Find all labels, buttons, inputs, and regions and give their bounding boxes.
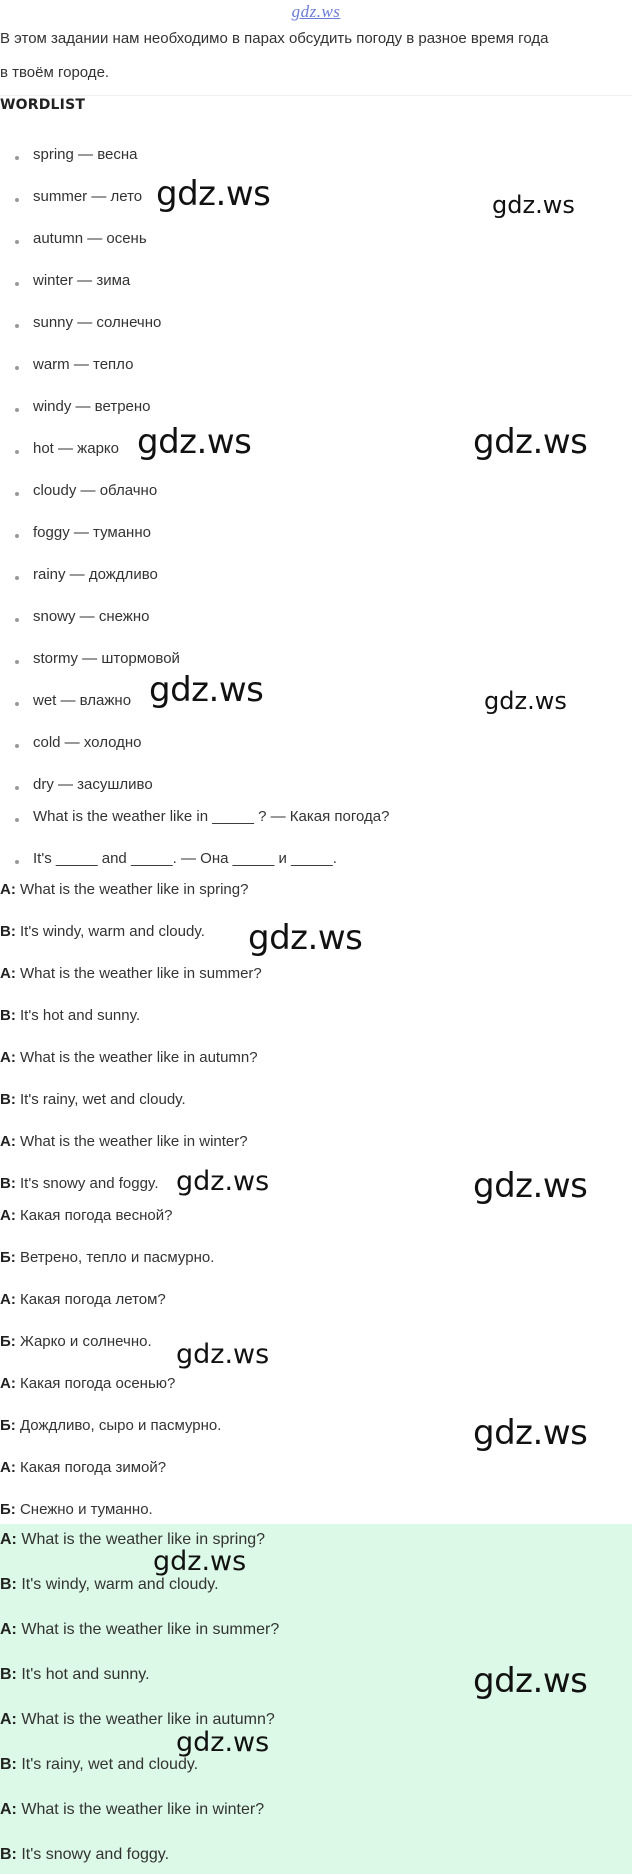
bullet-icon — [15, 818, 19, 822]
dialogue-text: It's rainy, wet and cloudy. — [15, 1091, 186, 1108]
list-item: rainy — дождливо — [33, 566, 158, 583]
dialogue-line — [0, 1249, 214, 1266]
dialogue-text: What is the weather like in winter? — [15, 1133, 248, 1150]
speaker-label: A: — [0, 965, 16, 982]
list-item: foggy — туманно — [33, 524, 151, 541]
dialogue-text: What is the weather like in autumn? — [15, 1049, 258, 1066]
dialogue-line — [0, 1207, 172, 1224]
divider — [0, 95, 632, 96]
dialogue-text: It's hot and sunny. — [16, 1666, 150, 1683]
bullet-icon — [15, 408, 19, 412]
list-item: stormy — штормовой — [33, 650, 180, 667]
list-item: sunny — солнечно — [33, 314, 162, 331]
speaker-label: B: — [0, 1756, 17, 1773]
speaker-label: А: — [0, 1207, 16, 1224]
speaker-label: Б: — [0, 1249, 16, 1266]
bullet-icon — [15, 156, 19, 160]
dialogue-text: What is the weather like in autumn? — [16, 1711, 275, 1728]
bullet-icon — [15, 618, 19, 622]
list-item: snowy — снежно — [33, 608, 150, 625]
dialogue-line — [0, 1375, 175, 1392]
watermark: gdz.ws — [473, 1661, 588, 1701]
bullet-icon — [15, 492, 19, 496]
list-item: warm — тепло — [33, 356, 134, 373]
list-item: hot — жарко — [33, 440, 119, 457]
dialogue-line — [0, 1501, 153, 1518]
dialogue-text: It's windy, warm and cloudy. — [16, 1576, 219, 1593]
bullet-icon — [15, 450, 19, 454]
bullet-icon — [15, 534, 19, 538]
dialogue-line — [0, 1576, 219, 1594]
watermark: gdz.ws — [248, 918, 363, 958]
dialogue-text: It's hot and sunny. — [15, 1007, 141, 1024]
dialogue-text: Жарко и солнечно. — [15, 1333, 152, 1350]
speaker-label: Б: — [0, 1501, 16, 1518]
speaker-label: А: — [0, 1459, 16, 1476]
speaker-label: B: — [0, 1007, 16, 1024]
dialogue-text: Какая погода зимой? — [15, 1459, 167, 1476]
dialogue-text: Ветрено, тепло и пасмурно. — [15, 1249, 215, 1266]
list-item: spring — весна — [33, 146, 138, 163]
dialogue-line — [0, 1801, 264, 1819]
watermark: gdz.ws — [473, 1166, 588, 1206]
watermark: gdz.ws — [137, 422, 252, 462]
dialogue-text: It's snowy and foggy. — [16, 1846, 170, 1863]
bullet-icon — [15, 324, 19, 328]
dialogue-line — [0, 881, 248, 898]
dialogue-text: Какая погода весной? — [15, 1207, 173, 1224]
speaker-label: A: — [0, 1621, 17, 1638]
speaker-label: B: — [0, 1666, 17, 1683]
watermark: gdz.ws — [149, 670, 264, 710]
watermark: gdz.ws — [473, 1413, 588, 1453]
bullet-icon — [15, 198, 19, 202]
speaker-label: A: — [0, 1711, 17, 1728]
dialogue-line — [0, 923, 205, 940]
watermark: gdz.ws — [176, 1166, 270, 1197]
speaker-label: A: — [0, 1133, 16, 1150]
dialogue-line — [0, 1459, 166, 1476]
dialogue-line — [0, 965, 262, 982]
dialogue-line — [0, 1049, 258, 1066]
bullet-icon — [15, 660, 19, 664]
watermark: gdz.ws — [153, 1546, 247, 1577]
dialogue-text: It's windy, warm and cloudy. — [15, 923, 205, 940]
dialogue-text: Какая погода летом? — [15, 1291, 166, 1308]
speaker-label: B: — [0, 1846, 17, 1863]
bullet-icon — [15, 786, 19, 790]
watermark: gdz.ws — [176, 1339, 270, 1370]
bullet-icon — [15, 744, 19, 748]
dialogue-line — [0, 1133, 248, 1150]
speaker-label: Б: — [0, 1417, 16, 1434]
dialogue-text: What is the weather like in summer? — [16, 1621, 280, 1638]
watermark: gdz.ws — [156, 174, 271, 214]
speaker-label: B: — [0, 923, 16, 940]
task-intro-line-2: в твоём городе. — [0, 64, 110, 81]
list-item: What is the weather like in _____ ? — Какая погода? — [33, 808, 390, 825]
bullet-icon — [15, 576, 19, 580]
watermark: gdz.ws — [492, 191, 575, 219]
dialogue-text: It's rainy, wet and cloudy. — [16, 1756, 199, 1773]
watermark: gdz.ws — [176, 1727, 270, 1758]
speaker-label: B: — [0, 1576, 17, 1593]
list-item: summer — лето — [33, 188, 143, 205]
list-item: wet — влажно — [33, 692, 132, 709]
speaker-label: A: — [0, 1531, 17, 1548]
bullet-icon — [15, 240, 19, 244]
speaker-label: B: — [0, 1091, 16, 1108]
speaker-label: B: — [0, 1175, 16, 1192]
list-item: autumn — осень — [33, 230, 147, 247]
bullet-icon — [15, 282, 19, 286]
task-intro-line-1: В этом задании нам необходимо в парах обсудить погоду в разное время года — [0, 30, 549, 47]
site-logo[interactable]: gdz.ws — [291, 2, 341, 21]
speaker-label: A: — [0, 1049, 16, 1066]
dialogue-line — [0, 1291, 166, 1308]
speaker-label: A: — [0, 881, 16, 898]
list-item: dry — засушливо — [33, 776, 153, 793]
dialogue-text: What is the weather like in spring? — [16, 1531, 266, 1548]
speaker-label: А: — [0, 1291, 16, 1308]
dialogue-line — [0, 1091, 186, 1108]
speaker-label: Б: — [0, 1333, 16, 1350]
dialogue-line — [0, 1666, 150, 1684]
dialogue-line — [0, 1417, 221, 1434]
watermark: gdz.ws — [484, 687, 567, 715]
dialogue-text: Какая погода осенью? — [15, 1375, 176, 1392]
dialogue-line — [0, 1756, 198, 1774]
list-item: It's _____ and _____. — Она _____ и _____. — [33, 850, 337, 867]
watermark: gdz.ws — [473, 422, 588, 462]
dialogue-text: Дождливо, сыро и пасмурно. — [15, 1417, 222, 1434]
dialogue-text: What is the weather like in summer? — [15, 965, 262, 982]
list-item: windy — ветрено — [33, 398, 151, 415]
wordlist-heading: WORDLIST — [0, 97, 86, 113]
list-item: winter — зима — [33, 272, 131, 289]
dialogue-text: It's snowy and foggy. — [15, 1175, 159, 1192]
dialogue-text: Снежно и туманно. — [15, 1501, 153, 1518]
dialogue-text: What is the weather like in winter? — [16, 1801, 265, 1818]
list-item: cloudy — облачно — [33, 482, 158, 499]
bullet-icon — [15, 702, 19, 706]
speaker-label: А: — [0, 1375, 16, 1392]
dialogue-line — [0, 1175, 159, 1192]
list-item: cold — холодно — [33, 734, 142, 751]
dialogue-text: What is the weather like in spring? — [15, 881, 249, 898]
dialogue-line — [0, 1846, 169, 1864]
dialogue-line — [0, 1621, 279, 1639]
dialogue-line — [0, 1333, 152, 1350]
speaker-label: A: — [0, 1801, 17, 1818]
bullet-icon — [15, 366, 19, 370]
dialogue-line — [0, 1007, 140, 1024]
bullet-icon — [15, 860, 19, 864]
